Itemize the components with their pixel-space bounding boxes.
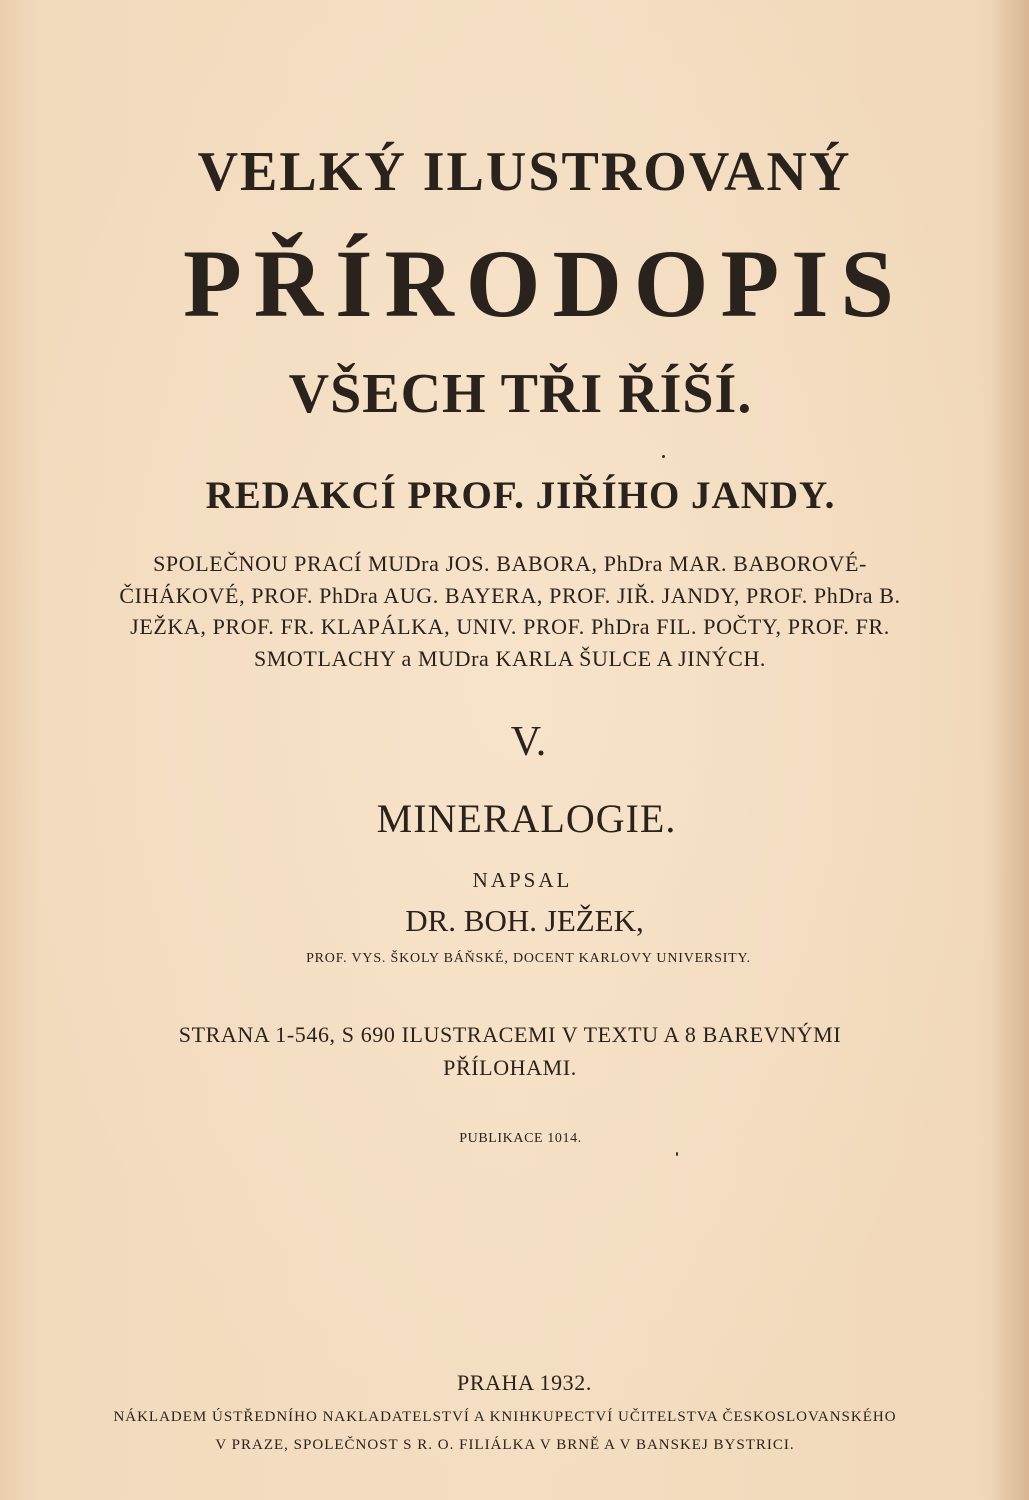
- title-line-3: VŠECH TŘI ŘÍŠÍ.: [288, 363, 753, 425]
- volume-subject: MINERALOGIE.: [376, 796, 677, 841]
- title-line-1: VELKÝ ILUSTROVANÝ: [197, 141, 852, 203]
- author-name: DR. BOH. JEŽEK,: [405, 903, 644, 938]
- place-and-year: PRAHA 1932.: [457, 1370, 592, 1395]
- volume-number: V.: [510, 719, 547, 765]
- paper-speck: [662, 455, 665, 458]
- contributors-paragraph: SPOLEČNOU PRACÍ MUDra JOS. BABORA, PhDra MAR. BABOROVÉ-ČIHÁKOVÉ, PROF. PhDra AUG. BAYERA, PROF. JIŘ. JANDY, PROF. PhDra B. JEŽKA, PROF. FR. KLAPÁLKA, UNIV. PROF. PhDra FIL. POČTY, PROF. FR. SMOTLACHY a MUDra KARLA ŠULCE A JINÝCH.: [119, 551, 901, 671]
- extent-description: STRANA 1-546, S 690 ILUSTRACEMI V TEXTU A 8 BAREVNÝMI PŘÍLOHAMI.: [178, 1022, 842, 1080]
- publisher-imprint: NÁKLADEM ÚSTŘEDNÍHO NAKLADATELSTVÍ A KNIHKUPECTVÍ UČITELSTVA ČESKOSLOVANSKÉHO V PRAZE, SPOLEČNOST S R. O. FILIÁLKA V BRNĚ A V BANSKEJ BYSTRICI.: [113, 1409, 897, 1453]
- publication-number: PUBLIKACE 1014.: [459, 1131, 582, 1146]
- title-line-2: PŘÍRODOPIS: [183, 230, 906, 337]
- paper-speck: [676, 1152, 678, 1156]
- written-by-label: NAPSAL: [472, 868, 573, 892]
- author-affiliation: PROF. VYS. ŠKOLY BÁŇSKÉ, DOCENT KARLOVY UNIVERSITY.: [306, 951, 751, 966]
- editor-line: REDAKCÍ PROF. JIŘÍHO JANDY.: [205, 474, 836, 517]
